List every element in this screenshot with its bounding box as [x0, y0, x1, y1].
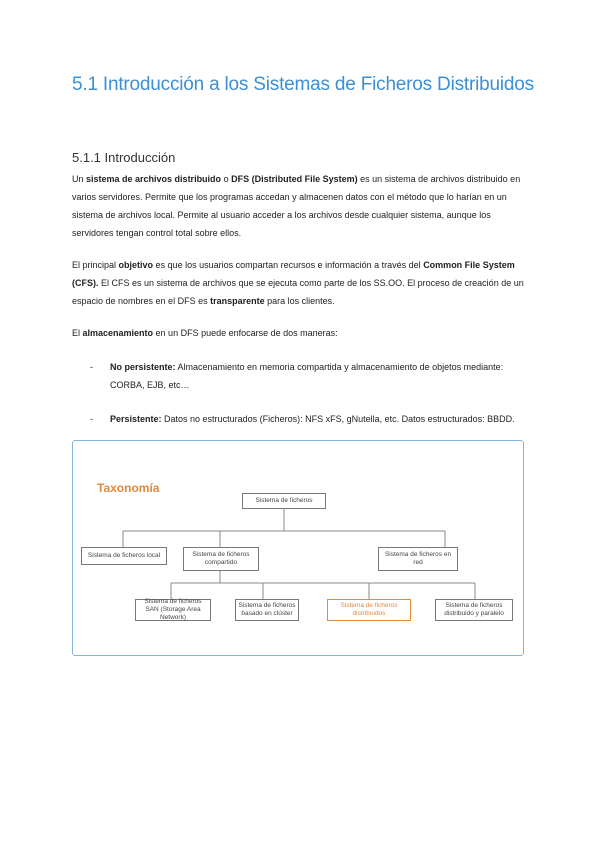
node-local-file-system: Sistema de ficheros local [81, 547, 167, 565]
section-subtitle: 5.1.1 Introducción [72, 150, 176, 165]
bullet-text: Datos no estructurados (Ficheros): NFS xFS, gNutella, etc. Datos estructurados: BBDD. [161, 414, 515, 424]
list-item-non-persistent [90, 358, 522, 394]
list-item-persistent [90, 410, 522, 428]
bullet-dash: - [90, 362, 93, 372]
page-title: 5.1 Introducción a los Sistemas de Ficheros Distribuidos [72, 74, 534, 95]
paragraph-storage: El almacenamiento en un DFS puede enfocarse de dos maneras: [72, 328, 338, 338]
bullet-dash: - [90, 414, 93, 424]
node-cluster-file-system: Sistema de ficheros basado en clúster [235, 599, 299, 621]
figure-title: Taxonomía [97, 481, 160, 495]
node-file-system: Sistema de ficheros [242, 493, 326, 509]
node-network-file-system: Sistema de ficheros en red [378, 547, 458, 571]
node-san-file-system: Sistema de ficheros SAN (Storage Area Network) [135, 599, 211, 621]
node-shared-file-system: Sistema de ficheros compartido [183, 547, 259, 571]
node-parallel-distributed-file-system: Sistema de ficheros distribuido y paralelo [435, 599, 513, 621]
bullet-term: Persistente: [110, 414, 162, 424]
bullet-term: No persistente: [110, 362, 176, 372]
bullet-text: Almacenamiento en memoria compartida y almacenamiento de objetos mediante: CORBA, EJB, etc… [110, 362, 504, 390]
taxonomy-figure [72, 440, 524, 656]
paragraph-objective: El principal objetivo es que los usuarios compartan recursos e información a través del Common File System (CFS). El CFS es un sistema de archivos que se ejecuta como parte de los SS.OO. El proceso de creación de un espacio de nombres en el DFS es transparente para los clientes. [72, 260, 524, 306]
paragraph-definition: Un sistema de archivos distribuido o DFS (Distributed File System) es un sistema de archivos distribuido en varios servidores. Permite que los programas accedan y almacenen datos con el método que lo harían en un sistema de archivos local. Permite al usuario acceder a los archivos desde cualquier sistema, aunque los servidores tengan control total sobre ellos. [72, 174, 521, 238]
node-distributed-file-system: Sistema de ficheros distribuidos [327, 599, 411, 621]
